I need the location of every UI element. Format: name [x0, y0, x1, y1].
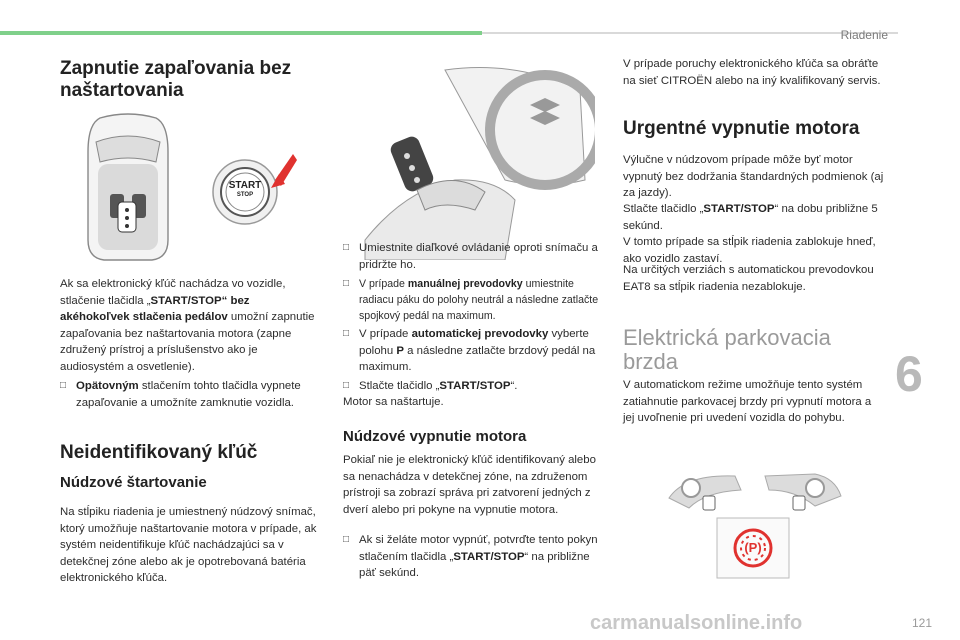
emergency-start-paragraph: Na stĺpiku riadenia je umiestnený núdzový snímač, ktorý umožňuje naštartovanie motora v prípade, ak systém neidentifikuje kľúč nachádzajúci sa v detekčnej zóne alebo ak je opotrebovaná batéria elektronického kľúča. [60, 506, 317, 584]
section-heading-parking-brake: Elektrická parkovacia brzda [623, 325, 831, 374]
step-2: □ V prípade manuálnej prevodovky umiestnite radiacu páku do polohy neutrál a následne zatlačte spojkový pedál na maximum. [343, 278, 599, 322]
car-top-view-illustration [82, 112, 174, 264]
ignition-bullet: □ Opätovným stlačením tohto tlačidla vypnete zapaľovanie a umožníte zamknutie vozidla. [60, 380, 301, 409]
parking-brake-paragraph: V automatickom režime umožňuje tento systém zatiahnutie parkovacej brzdy pri vypnutí motora a jej uvoľnenie pri uvedení vozidla do pohybu. [623, 379, 872, 424]
emergency-stop-paragraph: Pokiaľ nie je elektronický kľúč identifikovaný alebo sa nenachádza v detekčnej zóne, na združenom prístroji sa zobrazí správa pri zatvorení jedných z dverí alebo pri pokyne na vypnutie motora. [343, 454, 596, 516]
chapter-number: 6 [895, 346, 923, 402]
section-heading-unidentified-key: Neidentifikovaný kľúč [60, 442, 258, 463]
parking-brake-illustration [665, 470, 845, 580]
page-number: 121 [912, 616, 933, 630]
urgent-stop-paragraph-4: Na určitých verziách s automatickou prevodovkou EAT8 sa stĺpik riadenia nezablokuje. [623, 264, 874, 293]
ignition-paragraph: Ak sa elektronický kľúč nachádza vo vozidle, stlačenie tlačidla „START/STOP“ bez akéhokoľvek stlačenia pedálov umožní zapnutie zapaľovania bez naštartovania motora (zapne združený prístroj a príslušenstvo ako je audiosystém a osvetlenie). [60, 278, 315, 373]
subheading-emergency-start: Núdzové štartovanie [60, 474, 207, 491]
section-heading-urgent-stop: Urgentné vypnutie motora [623, 118, 860, 139]
watermark: carmanualsonline.info [590, 612, 803, 634]
section-heading-ignition: Zapnutie zapaľovania bez naštartovania [60, 58, 292, 101]
header-accent-bar [0, 31, 482, 35]
parking-brake-symbol: (P) [744, 540, 762, 555]
urgent-stop-paragraph-1: Výlučne v núdzovom prípade môže byť motor vypnutý bez dodržania štandardných podmienok (aj za jazdy). [623, 154, 884, 199]
steering-column-key-illustration [345, 60, 595, 260]
section-title: Riadenie [840, 28, 888, 42]
urgent-stop-paragraph-3: V tomto prípade sa stĺpik riadenia zablokuje hneď, ako vozidlo zastaví. [623, 236, 876, 265]
step-4: □ Stlačte tlačidlo „START/STOP“. [343, 380, 518, 392]
step-5: □ Ak si želáte motor vypnúť, potvrďte tento pokyn stlačením tlačidla „START/STOP“ na približne päť sekúnd. [343, 534, 598, 579]
subheading-emergency-stop: Núdzové vypnutie motora [343, 428, 527, 445]
step-1: □ Umiestnite diaľkové ovládanie oproti snímaču a pridržte ho. [343, 242, 598, 271]
fault-paragraph: V prípade poruchy elektronického kľúča sa obráťte na sieť CITROËN alebo na iný kvalifikovaný servis. [623, 58, 881, 87]
start-label: START [228, 180, 262, 191]
stop-label: STOP [236, 192, 254, 198]
engine-starts-text: Motor sa naštartuje. [343, 396, 444, 408]
urgent-stop-paragraph-2: Stlačte tlačidlo „START/STOP“ na dobu približne 5 sekúnd. [623, 203, 878, 232]
header-rule [482, 32, 898, 34]
step-3: □ V prípade automatickej prevodovky vyberte polohu P a následne zatlačte brzdový pedál na maximum. [343, 328, 596, 373]
